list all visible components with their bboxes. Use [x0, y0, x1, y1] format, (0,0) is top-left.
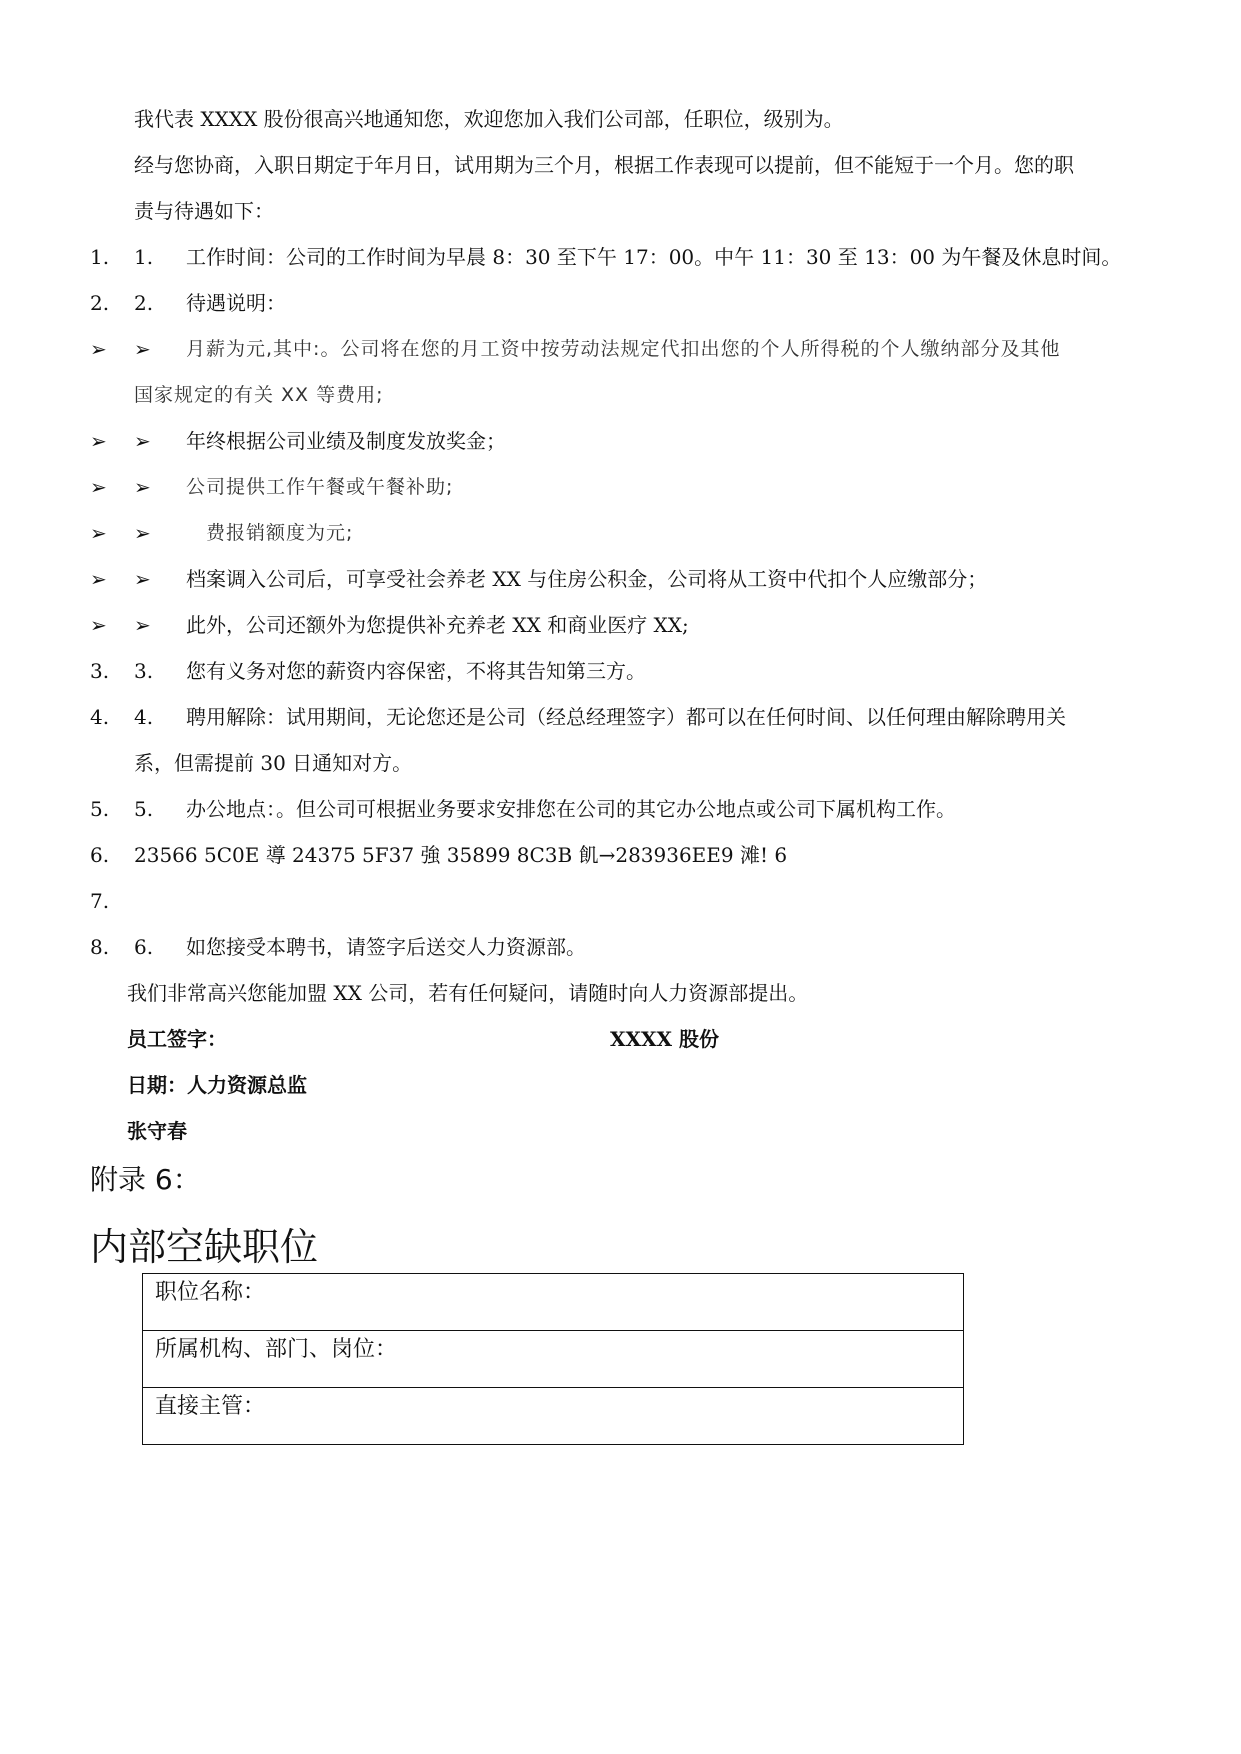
table-row — [143, 1331, 964, 1388]
list-marker: 7. — [90, 889, 110, 913]
list-item — [90, 786, 1160, 832]
list-item — [90, 234, 1160, 280]
list-sub-marker: 4. — [134, 705, 154, 729]
list-item — [90, 602, 1160, 648]
list-item-text: 待遇说明： — [186, 291, 286, 315]
table-cell: 直接主管： — [143, 1388, 964, 1445]
list-item-text: 聘用解除：试用期间，无论您还是公司（经总经理签字）都可以在任何时间、以任何理由解除聘用关 — [186, 705, 1066, 729]
list-item — [90, 418, 1160, 464]
list-item-text: 费报销额度为元; — [186, 522, 354, 544]
arrow-bullet-icon: ➢ — [90, 337, 107, 361]
appendix-label: 附录 6： — [90, 1163, 201, 1196]
company-name: XXXX 股份 — [610, 1027, 720, 1051]
list-item-text: 此外，公司还额外为您提供补充养老 XX 和商业医疗 XX; — [186, 613, 689, 637]
arrow-bullet-icon: ➢ — [134, 613, 151, 637]
list-marker: 3. — [90, 659, 110, 683]
arrow-bullet-icon: ➢ — [90, 567, 107, 591]
list-item — [90, 556, 1160, 602]
list-item — [90, 510, 1160, 556]
list-marker: 5. — [90, 797, 110, 821]
list-item — [90, 694, 1160, 740]
list-sub-marker: 2. — [134, 291, 154, 315]
list-item — [90, 924, 1160, 970]
signatory-name: 张守春 — [127, 1119, 187, 1143]
list-sub-marker: 3. — [134, 659, 154, 683]
list-item — [90, 326, 1160, 372]
list-item-continuation: 系，但需提前 30 日通知对方。 — [134, 751, 413, 775]
list-marker: 1. — [90, 245, 110, 269]
list-item — [90, 878, 1160, 924]
list-item-continuation: 国家规定的有关 XX 等费用; — [134, 384, 384, 406]
date-hr-director-label: 日期：人力资源总监 — [127, 1073, 307, 1097]
arrow-bullet-icon: ➢ — [134, 429, 151, 453]
intro-line-1: 我代表 XXXX 股份很高兴地通知您，欢迎您加入我们公司部，任职位，级别为。 — [134, 107, 844, 131]
list-item — [90, 832, 1160, 878]
intro-line-2b: 责与待遇如下： — [134, 199, 274, 223]
list-item — [90, 464, 1160, 510]
section-title: 内部空缺职位 — [90, 1225, 319, 1269]
arrow-bullet-icon: ➢ — [90, 521, 107, 545]
list-marker: 6. — [90, 843, 110, 867]
arrow-bullet-icon: ➢ — [134, 521, 151, 545]
list-item-text: 23566 5C0E 導 24375 5F37 強 35899 8C3B 飢→283936EE9 滩! 6 — [134, 843, 788, 867]
table-cell: 所属机构、部门、岗位： — [143, 1331, 964, 1388]
vacancy-table — [142, 1273, 964, 1445]
arrow-bullet-icon: ➢ — [134, 337, 151, 361]
list-item — [90, 280, 1160, 326]
closing-text: 我们非常高兴您能加盟 XX 公司，若有任何疑问，请随时向人力资源部提出。 — [127, 981, 809, 1005]
list-item-text: 公司提供工作午餐或午餐补助; — [186, 476, 454, 498]
list-marker: 8. — [90, 935, 110, 959]
arrow-bullet-icon: ➢ — [90, 475, 107, 499]
arrow-bullet-icon: ➢ — [134, 567, 151, 591]
list-marker: 2. — [90, 291, 110, 315]
arrow-bullet-icon: ➢ — [90, 429, 107, 453]
arrow-bullet-icon: ➢ — [134, 475, 151, 499]
list-item-text: 办公地点：。但公司可根据业务要求安排您在公司的其它办公地点或公司下属机构工作。 — [186, 797, 956, 821]
list-item-text: 年终根据公司业绩及制度发放奖金； — [186, 429, 506, 453]
list-item-text: 月薪为元,其中:。公司将在您的月工资中按劳动法规定代扣出您的个人所得税的个人缴纳部分及其他 — [186, 338, 1061, 360]
list-item-text: 工作时间：公司的工作时间为早晨 8：30 至下午 17：00。中午 11：30 至 13：00 为午餐及休息时间。 — [186, 245, 1122, 269]
list-marker: 4. — [90, 705, 110, 729]
intro-line-2a: 经与您协商，入职日期定于年月日，试用期为三个月，根据工作表现可以提前，但不能短于一个月。您的职 — [134, 153, 1074, 177]
list-item-text: 如您接受本聘书，请签字后送交人力资源部。 — [186, 935, 586, 959]
list-item-text: 档案调入公司后，可享受社会养老 XX 与住房公积金，公司将从工资中代扣个人应缴部分； — [186, 567, 988, 591]
list-sub-marker: 5. — [134, 797, 154, 821]
list-item-text: 您有义务对您的薪资内容保密，不将其告知第三方。 — [186, 659, 646, 683]
table-row — [143, 1388, 964, 1445]
list-sub-marker: 6. — [134, 935, 154, 959]
list-item — [90, 648, 1160, 694]
table-cell: 职位名称： — [143, 1274, 964, 1331]
employee-signature-label: 员工签字： — [127, 1027, 227, 1051]
list-sub-marker: 1. — [134, 245, 154, 269]
arrow-bullet-icon: ➢ — [90, 613, 107, 637]
table-row — [143, 1274, 964, 1331]
